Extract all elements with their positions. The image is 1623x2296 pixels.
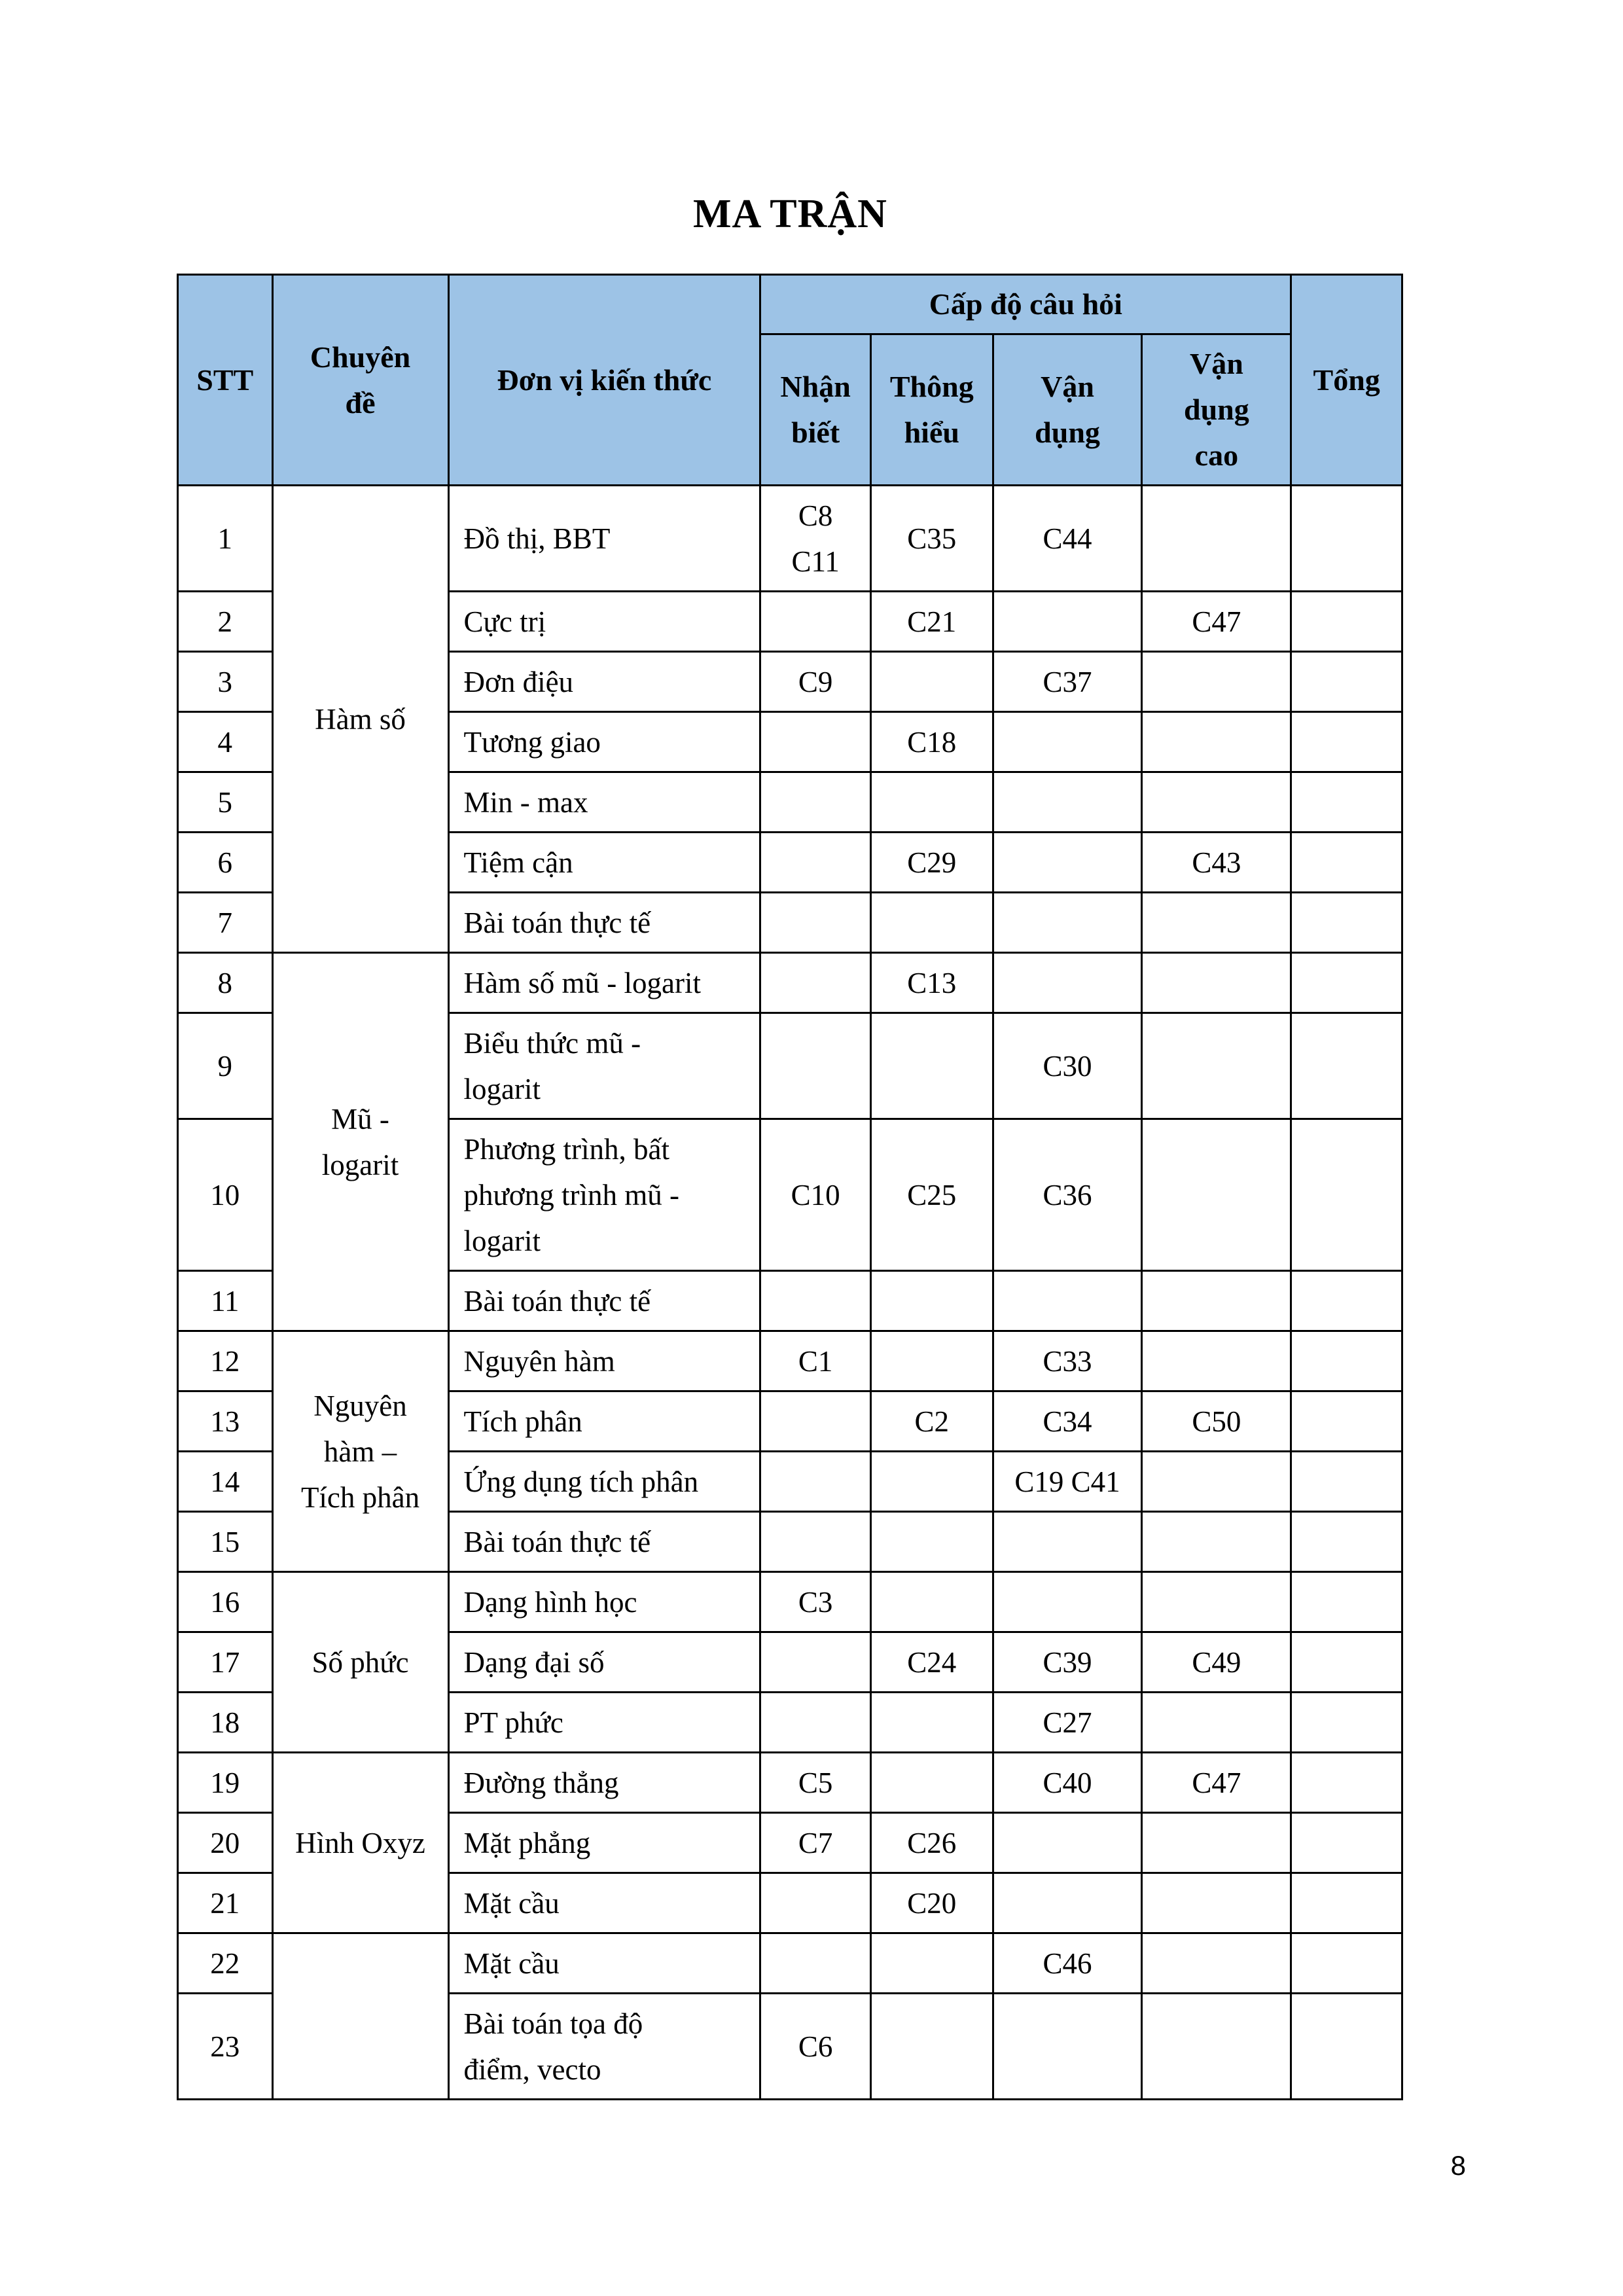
- unit-cell: Bài toán tọa độ điểm, vecto: [448, 1994, 760, 2100]
- unit-cell: Dạng đại số: [448, 1632, 760, 1693]
- stt-cell: 5: [178, 772, 273, 833]
- tong-cell: [1291, 1271, 1402, 1331]
- van-dung-cao-cell: [1142, 953, 1291, 1013]
- tong-cell: [1291, 953, 1402, 1013]
- stt-cell: 16: [178, 1572, 273, 1632]
- nhan-biet-cell: C9: [760, 652, 871, 712]
- nhan-biet-cell: [760, 1632, 871, 1693]
- van-dung-cell: C33: [993, 1331, 1142, 1391]
- nhan-biet-cell: [760, 833, 871, 893]
- van-dung-cell: [993, 953, 1142, 1013]
- stt-cell: 19: [178, 1753, 273, 1813]
- header-nhan-biet: Nhận biết: [760, 334, 871, 486]
- header-van-dung-cao: Vận dụng cao: [1142, 334, 1291, 486]
- unit-cell: Tương giao: [448, 712, 760, 772]
- unit-cell: PT phức: [448, 1693, 760, 1753]
- van-dung-cao-cell: [1142, 1994, 1291, 2100]
- header-thong-hieu: Thông hiểu: [870, 334, 993, 486]
- thong-hieu-cell: [870, 1693, 993, 1753]
- thong-hieu-cell: C13: [870, 953, 993, 1013]
- stt-cell: 14: [178, 1452, 273, 1512]
- unit-cell: Hàm số mũ - logarit: [448, 953, 760, 1013]
- van-dung-cell: C44: [993, 486, 1142, 592]
- stt-cell: 22: [178, 1933, 273, 1994]
- stt-cell: 6: [178, 833, 273, 893]
- unit-cell: Phương trình, bất phương trình mũ - logarit: [448, 1119, 760, 1271]
- unit-cell: Nguyên hàm: [448, 1331, 760, 1391]
- stt-cell: 23: [178, 1994, 273, 2100]
- van-dung-cell: C27: [993, 1693, 1142, 1753]
- thong-hieu-cell: [870, 1452, 993, 1512]
- van-dung-cao-cell: [1142, 772, 1291, 833]
- nhan-biet-cell: [760, 893, 871, 953]
- tong-cell: [1291, 1512, 1402, 1572]
- nhan-biet-cell: [760, 772, 871, 833]
- van-dung-cell: [993, 1813, 1142, 1873]
- tong-cell: [1291, 1391, 1402, 1452]
- tong-cell: [1291, 1331, 1402, 1391]
- unit-cell: Đơn điệu: [448, 652, 760, 712]
- nhan-biet-cell: C5: [760, 1753, 871, 1813]
- tong-cell: [1291, 1933, 1402, 1994]
- thong-hieu-cell: [870, 1331, 993, 1391]
- van-dung-cell: [993, 1994, 1142, 2100]
- stt-cell: 20: [178, 1813, 273, 1873]
- nhan-biet-cell: [760, 712, 871, 772]
- topic-ham-so: Hàm số: [272, 486, 448, 953]
- thong-hieu-cell: C29: [870, 833, 993, 893]
- unit-cell: Bài toán thực tế: [448, 1271, 760, 1331]
- header-van-dung: Vận dụng: [993, 334, 1142, 486]
- van-dung-cao-cell: [1142, 652, 1291, 712]
- nhan-biet-cell: [760, 1013, 871, 1119]
- van-dung-cell: C40: [993, 1753, 1142, 1813]
- van-dung-cell: [993, 1271, 1142, 1331]
- unit-cell: Biểu thức mũ - logarit: [448, 1013, 760, 1119]
- van-dung-cell: C46: [993, 1933, 1142, 1994]
- topic-nguyen-ham-tich-phan: Nguyên hàm – Tích phân: [272, 1331, 448, 1572]
- stt-cell: 12: [178, 1331, 273, 1391]
- tong-cell: [1291, 833, 1402, 893]
- thong-hieu-cell: [870, 1753, 993, 1813]
- van-dung-cao-cell: [1142, 486, 1291, 592]
- van-dung-cao-cell: [1142, 1873, 1291, 1933]
- nhan-biet-cell: [760, 953, 871, 1013]
- thong-hieu-cell: C35: [870, 486, 993, 592]
- header-chuyen-de: Chuyên đề: [272, 275, 448, 486]
- tong-cell: [1291, 1813, 1402, 1873]
- van-dung-cell: [993, 1512, 1142, 1572]
- van-dung-cao-cell: [1142, 1693, 1291, 1753]
- thong-hieu-cell: C25: [870, 1119, 993, 1271]
- thong-hieu-cell: [870, 1933, 993, 1994]
- tong-cell: [1291, 1572, 1402, 1632]
- unit-cell: Đồ thị, BBT: [448, 486, 760, 592]
- topic-so-phuc: Số phức: [272, 1572, 448, 1753]
- van-dung-cell: [993, 1873, 1142, 1933]
- table-row: [178, 486, 1402, 592]
- van-dung-cell: [993, 833, 1142, 893]
- matrix-table: [177, 274, 1403, 2100]
- unit-cell: Tiệm cận: [448, 833, 760, 893]
- tong-cell: [1291, 893, 1402, 953]
- van-dung-cell: C19 C41: [993, 1452, 1142, 1512]
- topic-empty: [272, 1933, 448, 2100]
- thong-hieu-cell: C2: [870, 1391, 993, 1452]
- header-stt: STT: [178, 275, 273, 486]
- tong-cell: [1291, 1632, 1402, 1693]
- table-row: [178, 1572, 1402, 1632]
- nhan-biet-cell: C8 C11: [760, 486, 871, 592]
- van-dung-cell: [993, 712, 1142, 772]
- van-dung-cao-cell: [1142, 1572, 1291, 1632]
- tong-cell: [1291, 1753, 1402, 1813]
- stt-cell: 11: [178, 1271, 273, 1331]
- stt-cell: 17: [178, 1632, 273, 1693]
- van-dung-cao-cell: C49: [1142, 1632, 1291, 1693]
- unit-cell: Ứng dụng tích phân: [448, 1452, 760, 1512]
- van-dung-cao-cell: [1142, 1013, 1291, 1119]
- unit-cell: Dạng hình học: [448, 1572, 760, 1632]
- tong-cell: [1291, 1452, 1402, 1512]
- van-dung-cao-cell: [1142, 1813, 1291, 1873]
- thong-hieu-cell: [870, 1994, 993, 2100]
- thong-hieu-cell: C20: [870, 1873, 993, 1933]
- header-don-vi-kien-thuc: Đơn vị kiến thức: [448, 275, 760, 486]
- nhan-biet-cell: [760, 592, 871, 652]
- header-tong: Tổng: [1291, 275, 1402, 486]
- van-dung-cao-cell: [1142, 1119, 1291, 1271]
- stt-cell: 3: [178, 652, 273, 712]
- thong-hieu-cell: [870, 772, 993, 833]
- stt-cell: 1: [178, 486, 273, 592]
- van-dung-cao-cell: [1142, 1452, 1291, 1512]
- van-dung-cell: C37: [993, 652, 1142, 712]
- van-dung-cell: [993, 893, 1142, 953]
- nhan-biet-cell: [760, 1873, 871, 1933]
- nhan-biet-cell: C6: [760, 1994, 871, 2100]
- stt-cell: 8: [178, 953, 273, 1013]
- page-title: MA TRẬN: [693, 192, 887, 236]
- van-dung-cao-cell: [1142, 1512, 1291, 1572]
- thong-hieu-cell: [870, 1572, 993, 1632]
- tong-cell: [1291, 486, 1402, 592]
- thong-hieu-cell: C18: [870, 712, 993, 772]
- van-dung-cao-cell: [1142, 1271, 1291, 1331]
- tong-cell: [1291, 712, 1402, 772]
- van-dung-cell: C36: [993, 1119, 1142, 1271]
- tong-cell: [1291, 1119, 1402, 1271]
- van-dung-cell: C34: [993, 1391, 1142, 1452]
- stt-cell: 2: [178, 592, 273, 652]
- page-number: 8: [1450, 2150, 1466, 2181]
- van-dung-cao-cell: C47: [1142, 592, 1291, 652]
- thong-hieu-cell: C21: [870, 592, 993, 652]
- van-dung-cao-cell: [1142, 712, 1291, 772]
- tong-cell: [1291, 1013, 1402, 1119]
- unit-cell: Min - max: [448, 772, 760, 833]
- van-dung-cell: C39: [993, 1632, 1142, 1693]
- unit-cell: Mặt cầu: [448, 1873, 760, 1933]
- tong-cell: [1291, 1994, 1402, 2100]
- nhan-biet-cell: [760, 1271, 871, 1331]
- header-cap-do-cau-hoi: Cấp độ câu hỏi: [760, 275, 1291, 334]
- thong-hieu-cell: [870, 1013, 993, 1119]
- unit-cell: Cực trị: [448, 592, 760, 652]
- tong-cell: [1291, 772, 1402, 833]
- table-row: [178, 1933, 1402, 1994]
- stt-cell: 15: [178, 1512, 273, 1572]
- stt-cell: 7: [178, 893, 273, 953]
- tong-cell: [1291, 1693, 1402, 1753]
- van-dung-cell: [993, 1572, 1142, 1632]
- unit-cell: Mặt cầu: [448, 1933, 760, 1994]
- van-dung-cell: C30: [993, 1013, 1142, 1119]
- van-dung-cao-cell: [1142, 1331, 1291, 1391]
- table-row: [178, 1331, 1402, 1391]
- van-dung-cell: [993, 772, 1142, 833]
- tong-cell: [1291, 1873, 1402, 1933]
- nhan-biet-cell: [760, 1933, 871, 1994]
- van-dung-cell: [993, 592, 1142, 652]
- unit-cell: Bài toán thực tế: [448, 1512, 760, 1572]
- stt-cell: 21: [178, 1873, 273, 1933]
- unit-cell: Bài toán thực tế: [448, 893, 760, 953]
- stt-cell: 10: [178, 1119, 273, 1271]
- nhan-biet-cell: [760, 1391, 871, 1452]
- thong-hieu-cell: [870, 1271, 993, 1331]
- stt-cell: 13: [178, 1391, 273, 1452]
- van-dung-cao-cell: [1142, 1933, 1291, 1994]
- thong-hieu-cell: C26: [870, 1813, 993, 1873]
- stt-cell: 9: [178, 1013, 273, 1119]
- table-row: [178, 1753, 1402, 1813]
- van-dung-cao-cell: [1142, 893, 1291, 953]
- nhan-biet-cell: C7: [760, 1813, 871, 1873]
- tong-cell: [1291, 592, 1402, 652]
- topic-mu-logarit: Mũ - logarit: [272, 953, 448, 1331]
- nhan-biet-cell: C1: [760, 1331, 871, 1391]
- thong-hieu-cell: [870, 652, 993, 712]
- thong-hieu-cell: [870, 893, 993, 953]
- nhan-biet-cell: [760, 1693, 871, 1753]
- unit-cell: Đường thẳng: [448, 1753, 760, 1813]
- nhan-biet-cell: [760, 1512, 871, 1572]
- thong-hieu-cell: C24: [870, 1632, 993, 1693]
- van-dung-cao-cell: C47: [1142, 1753, 1291, 1813]
- thong-hieu-cell: [870, 1512, 993, 1572]
- van-dung-cao-cell: C43: [1142, 833, 1291, 893]
- topic-hinh-oxyz: Hình Oxyz: [272, 1753, 448, 1933]
- nhan-biet-cell: C3: [760, 1572, 871, 1632]
- stt-cell: 18: [178, 1693, 273, 1753]
- tong-cell: [1291, 652, 1402, 712]
- unit-cell: Mặt phẳng: [448, 1813, 760, 1873]
- unit-cell: Tích phân: [448, 1391, 760, 1452]
- nhan-biet-cell: C10: [760, 1119, 871, 1271]
- nhan-biet-cell: [760, 1452, 871, 1512]
- van-dung-cao-cell: C50: [1142, 1391, 1291, 1452]
- stt-cell: 4: [178, 712, 273, 772]
- table-row: [178, 953, 1402, 1013]
